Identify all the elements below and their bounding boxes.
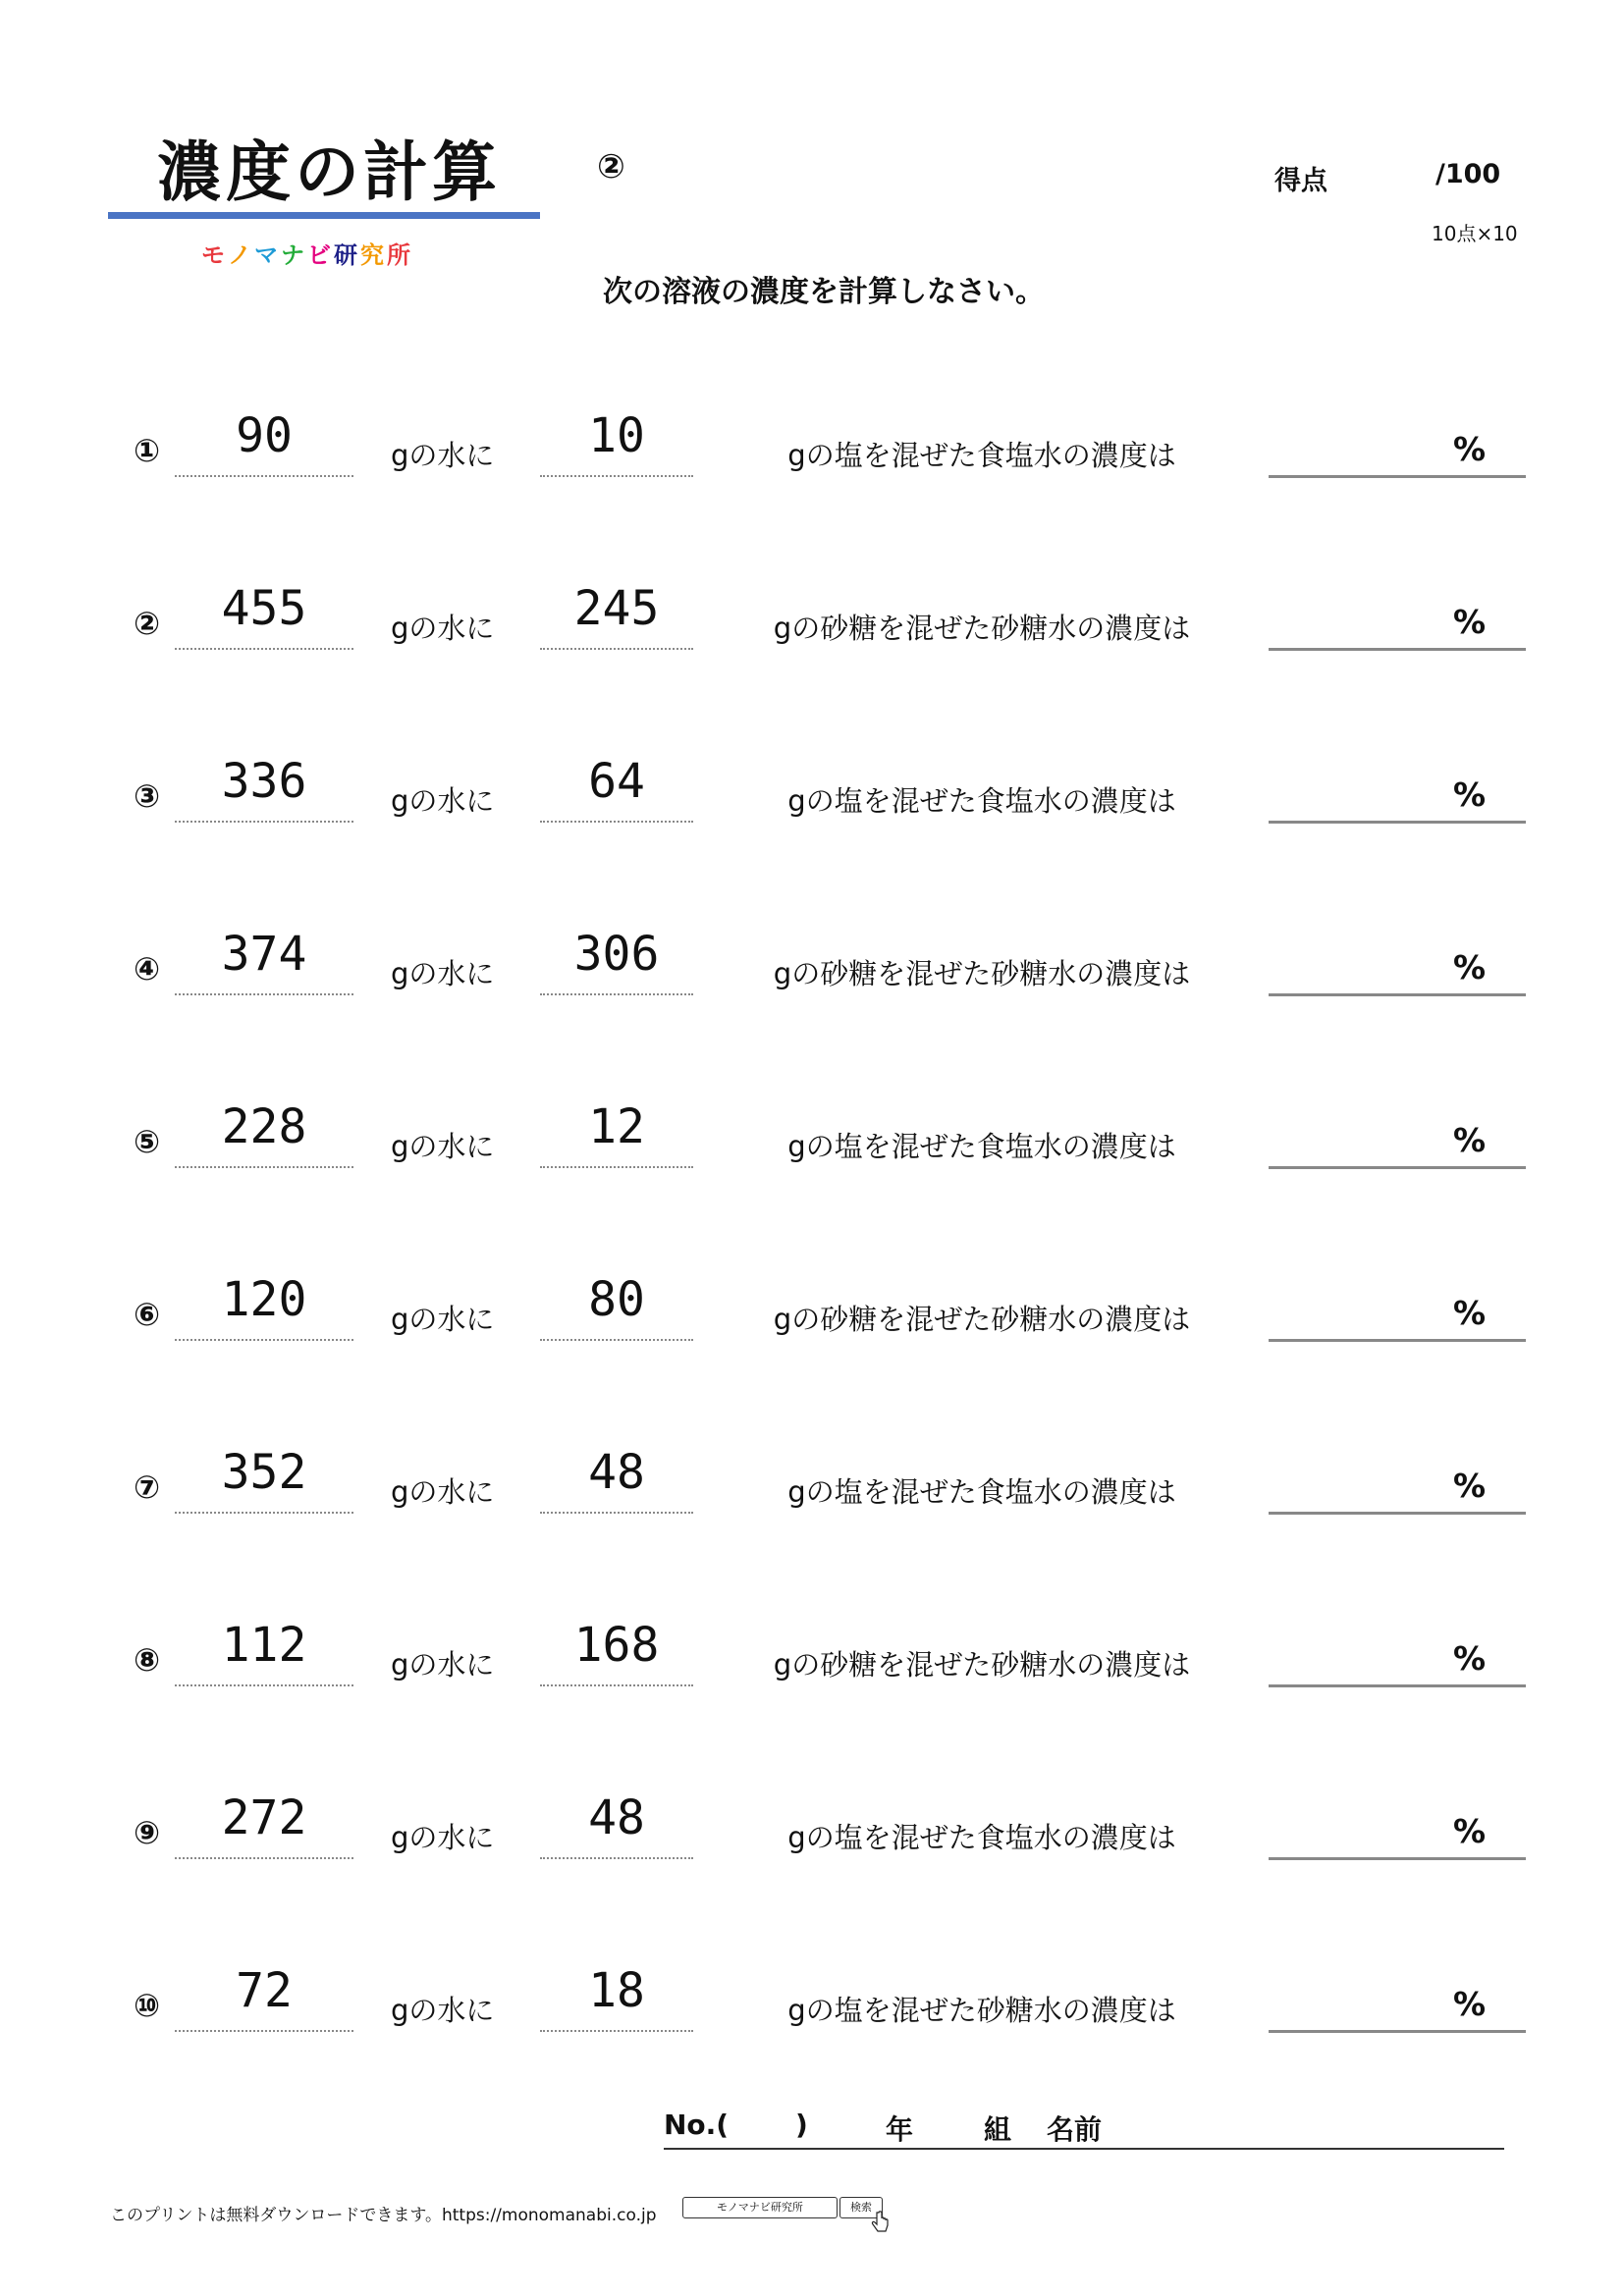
percent-sign: % (1453, 1985, 1487, 2023)
year-label: 年 (886, 2113, 914, 2146)
water-amount-underline (175, 648, 353, 650)
solute-amount-underline (540, 475, 693, 477)
water-amount: 374 (221, 927, 307, 982)
solute-amount: 245 (573, 581, 660, 636)
solute-amount: 64 (588, 754, 645, 809)
water-amount: 120 (221, 1272, 307, 1327)
answer-line[interactable] (1269, 1857, 1526, 1860)
problem-number: ⑨ (134, 1814, 161, 1851)
name-entry-line[interactable] (664, 2103, 1504, 2150)
brand-letter: 究 (360, 241, 387, 269)
water-unit-text: gの水に (391, 439, 495, 472)
solute-amount-underline (540, 1166, 693, 1168)
solute-amount: 12 (588, 1099, 645, 1154)
problem-phrase: gの砂糖を混ぜた砂糖水の濃度は (773, 1303, 1191, 1336)
percent-sign: % (1453, 1121, 1487, 1159)
page-title: 濃度の計算 (157, 134, 501, 210)
problem-row (0, 1417, 1624, 1535)
water-unit-text: gの水に (391, 957, 495, 990)
problem-number: ② (134, 605, 161, 642)
score-total: /100 (1435, 159, 1501, 189)
search-box: モノマナビ研究所 (682, 2197, 838, 2218)
water-amount-underline (175, 1512, 353, 1514)
problem-row (0, 1763, 1624, 1881)
instruction-text: 次の溶液の濃度を計算しなさい。 (603, 275, 1045, 309)
solute-amount-underline (540, 1339, 693, 1341)
brand-letter: 所 (387, 241, 413, 269)
percent-sign: % (1453, 1639, 1487, 1678)
water-amount: 272 (221, 1790, 307, 1845)
percent-sign: % (1453, 948, 1487, 987)
problem-number: ① (134, 432, 161, 469)
problem-row (0, 1072, 1624, 1190)
water-amount-underline (175, 475, 353, 477)
number-label: No.( (664, 2109, 730, 2141)
problem-number: ⑥ (134, 1296, 161, 1333)
percent-sign: % (1453, 603, 1487, 641)
water-amount-underline (175, 821, 353, 823)
problem-phrase: gの砂糖を混ぜた砂糖水の濃度は (773, 957, 1191, 990)
solute-amount: 168 (573, 1618, 660, 1673)
solute-amount-underline (540, 1684, 693, 1686)
worksheet-variant: ② (597, 147, 625, 187)
water-amount: 72 (236, 1963, 293, 2018)
answer-line[interactable] (1269, 1166, 1526, 1169)
problem-row (0, 1936, 1624, 2054)
water-unit-text: gの水に (391, 1994, 495, 2027)
water-amount: 228 (221, 1099, 307, 1154)
problem-row (0, 1590, 1624, 1708)
problem-row (0, 1245, 1624, 1362)
brand-letter: マ (254, 241, 281, 269)
answer-line[interactable] (1269, 1512, 1526, 1515)
water-amount-underline (175, 1684, 353, 1686)
answer-line[interactable] (1269, 1339, 1526, 1342)
solute-amount: 18 (588, 1963, 645, 2018)
water-unit-text: gの水に (391, 612, 495, 645)
problem-number: ⑤ (134, 1123, 161, 1160)
percent-sign: % (1453, 775, 1487, 814)
water-amount-underline (175, 1857, 353, 1859)
water-unit-text: gの水に (391, 1648, 495, 1682)
water-amount: 90 (236, 408, 293, 463)
solute-amount: 48 (588, 1445, 645, 1500)
problem-phrase: gの塩を混ぜた食塩水の濃度は (787, 1475, 1176, 1509)
number-close-paren: ) (795, 2109, 808, 2141)
water-amount-underline (175, 1166, 353, 1168)
brand-letter: モ (201, 241, 228, 269)
solute-amount: 80 (588, 1272, 645, 1327)
problem-number: ③ (134, 777, 161, 815)
percent-sign: % (1453, 1467, 1487, 1505)
solute-amount: 306 (573, 927, 660, 982)
class-label: 組 (984, 2113, 1012, 2146)
solute-amount-underline (540, 1857, 693, 1859)
solute-amount-underline (540, 2030, 693, 2032)
answer-line[interactable] (1269, 475, 1526, 478)
water-amount: 455 (221, 581, 307, 636)
problem-number: ⑦ (134, 1468, 161, 1506)
problem-number: ⑩ (134, 1987, 161, 2024)
solute-amount: 48 (588, 1790, 645, 1845)
water-amount-underline (175, 2030, 353, 2032)
brand-logo-text (201, 236, 413, 270)
problem-phrase: gの塩を混ぜた砂糖水の濃度は (787, 1994, 1176, 2027)
brand-letter: ナ (281, 241, 307, 269)
answer-line[interactable] (1269, 1684, 1526, 1687)
title-underline (108, 212, 540, 219)
answer-line[interactable] (1269, 648, 1526, 651)
water-amount: 352 (221, 1445, 307, 1500)
water-unit-text: gの水に (391, 1821, 495, 1854)
problem-number: ④ (134, 950, 161, 988)
answer-line[interactable] (1269, 821, 1526, 824)
problem-phrase: gの塩を混ぜた食塩水の濃度は (787, 1821, 1176, 1854)
water-amount-underline (175, 993, 353, 995)
solute-amount-underline (540, 821, 693, 823)
answer-line[interactable] (1269, 993, 1526, 996)
problem-phrase: gの砂糖を混ぜた砂糖水の濃度は (773, 1648, 1191, 1682)
water-unit-text: gの水に (391, 1475, 495, 1509)
percent-sign: % (1453, 1294, 1487, 1332)
water-amount: 112 (221, 1618, 307, 1673)
footer-text: このプリントは無料ダウンロードできます。https://monomanabi.co.jp (110, 2206, 657, 2225)
problem-phrase: gの砂糖を混ぜた砂糖水の濃度は (773, 612, 1191, 645)
brand-letter: ビ (307, 241, 334, 269)
percent-sign: % (1453, 1812, 1487, 1850)
percent-sign: % (1453, 430, 1487, 468)
water-unit-text: gの水に (391, 1130, 495, 1163)
search-button: 検索 (839, 2197, 883, 2218)
hand-pointer-icon (870, 2211, 890, 2238)
problem-number: ⑧ (134, 1641, 161, 1679)
problem-phrase: gの塩を混ぜた食塩水の濃度は (787, 439, 1176, 472)
problem-phrase: gの塩を混ぜた食塩水の濃度は (787, 1130, 1176, 1163)
name-label: 名前 (1047, 2113, 1103, 2146)
water-amount-underline (175, 1339, 353, 1341)
water-amount: 336 (221, 754, 307, 809)
brand-letter: ノ (228, 241, 254, 269)
brand-letter: 研 (334, 241, 360, 269)
score-label: 得点 (1274, 166, 1327, 196)
problem-row (0, 554, 1624, 671)
problem-phrase: gの塩を混ぜた食塩水の濃度は (787, 784, 1176, 818)
solute-amount-underline (540, 993, 693, 995)
solute-amount-underline (540, 1512, 693, 1514)
problem-row (0, 726, 1624, 844)
answer-line[interactable] (1269, 2030, 1526, 2033)
water-unit-text: gの水に (391, 1303, 495, 1336)
water-unit-text: gの水に (391, 784, 495, 818)
solute-amount-underline (540, 648, 693, 650)
score-detail: 10点×10 (1432, 222, 1518, 245)
solute-amount: 10 (588, 408, 645, 463)
problem-row (0, 899, 1624, 1017)
problem-row (0, 381, 1624, 499)
